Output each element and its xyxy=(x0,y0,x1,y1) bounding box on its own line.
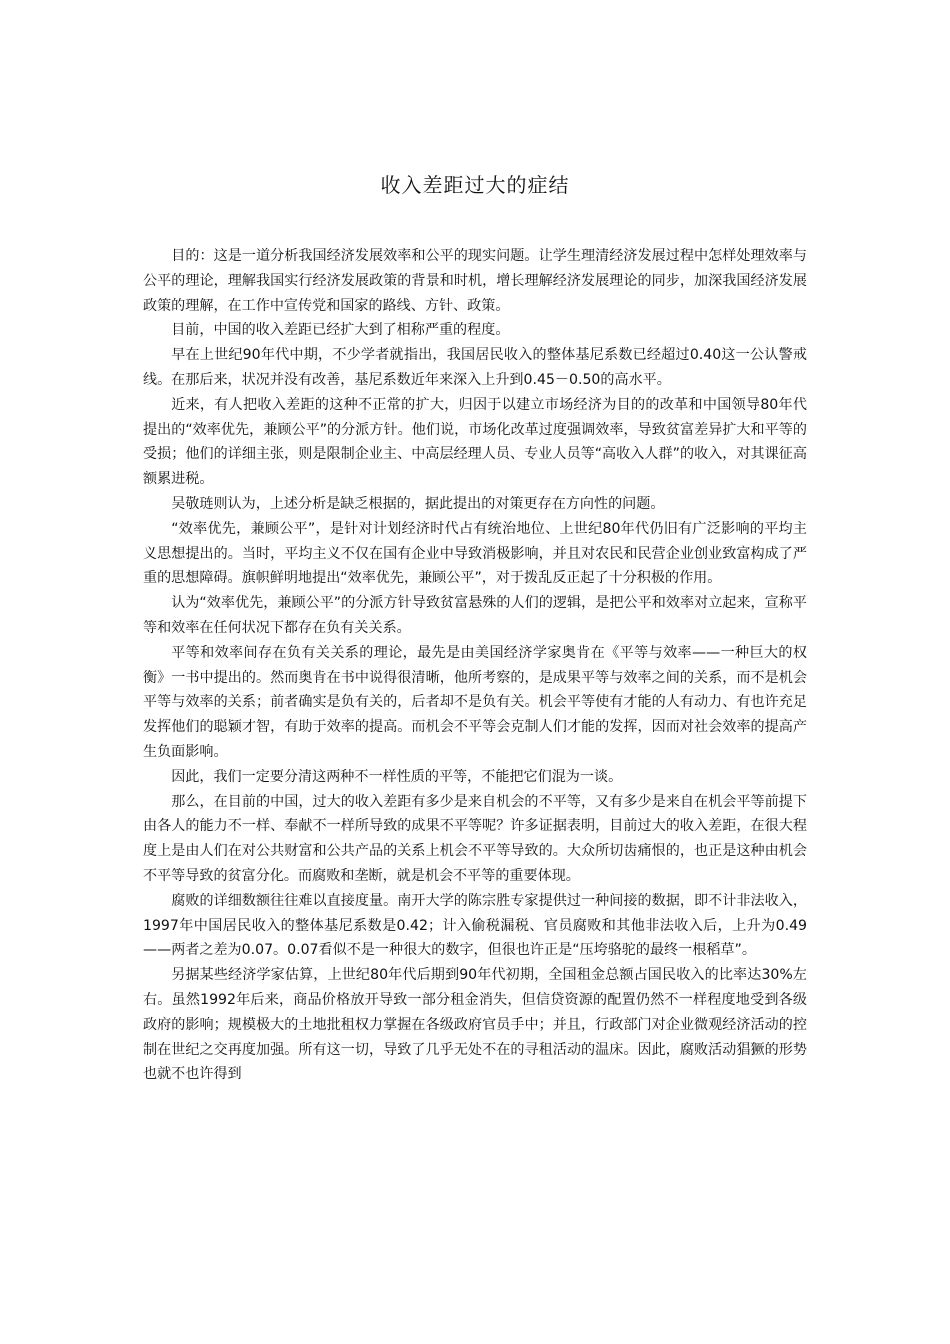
paragraph: 吴敬琏则认为，上述分析是缺乏根据的，据此提出的对策更存在方向性的问题。 xyxy=(171,495,665,512)
paragraph: 平等和效率间存在负有关关系的理论，最先是由美国经济学家奥肯在《平等与效率——一种巨大的权衡》一书中提出的。然而奥肯在书中说得很清晰，他所考察的，是成果平等与效率之间的关系，而不是机会平等与效率的关系；前者确实是负有关的，后者却不是负有关。机会平等使有才能的人有动力、有也许充足发挥他们的聪颖才智，有助于效率的提高。而机会不平等会克制人们才能的发挥，因而对社会效率的提高产生负面影响。 xyxy=(143,644,807,760)
document-body xyxy=(143,244,807,1087)
paragraph: 因此，我们一定要分清这两种不一样性质的平等，不能把它们混为一谈。 xyxy=(171,768,623,785)
paragraph-purpose: 目的：这是一道分析我国经济发展效率和公平的现实问题。让学生理清经济发展过程中怎样处理效率与公平的理论，理解我国实行经济发展政策的背景和时机，增长理解经济发展理论的同步，加深我国经济发展政策的理解，在工作中宣传党和国家的路线、方针、政策。 xyxy=(143,248,807,314)
paragraph: 腐败的详细数额往往难以直接度量。南开大学的陈宗胜专家提供过一种间接的数据，即不计非法收入，1997年中国居民收入的整体基尼系数是0.42；计入偷税漏税、官员腐败和其他非法收入后，上升为0.49——两者之差为0.07。0.07看似不是一种很大的数字，但很也许正是“压垮骆驼的最终一根稻草”。 xyxy=(143,892,807,959)
paragraph: 另据某些经济学家估算，上世纪80年代后期到90年代初期，全国租金总额占国民收入的比率达30%左右。虽然1992年后来，商品价格放开导致一部分租金消失，但信贷资源的配置仍然不一样程度地受到各级政府的影响；规模极大的土地批租权力掌握在各级政府官员手中；并且，行政部门对企业微观经济活动的控制在世纪之交再度加强。所有这一切，导致了几乎无处不在的寻租活动的温床。因此，腐败活动猖獗的形势也就不也许得到 xyxy=(143,967,807,1083)
paragraph: 早在上世纪90年代中期，不少学者就指出，我国居民收入的整体基尼系数已经超过0.40这一公认警戒线。在那后来，状况并没有改善，基尼系数近年来深入上升到0.45－0.50的高水平。 xyxy=(143,347,807,388)
paragraph: “效率优先，兼顾公平”，是针对计划经济时代占有统治地位、上世纪80年代仍旧有广泛影响的平均主义思想提出的。当时，平均主义不仅在国有企业中导致消极影响，并且对农民和民营企业创业致富构成了严重的思想障碍。旗帜鲜明地提出“效率优先，兼顾公平”，对于拨乱反正起了十分积极的作用。 xyxy=(143,520,807,587)
paragraph: 认为“效率优先，兼顾公平”的分派方针导致贫富悬殊的人们的逻辑，是把公平和效率对立起来，宣称平等和效率在任何状况下都存在负有关关系。 xyxy=(143,595,807,636)
paragraph: 目前，中国的收入差距已经扩大到了相称严重的程度。 xyxy=(171,322,510,339)
paragraph: 那么，在目前的中国，过大的收入差距有多少是来自机会的不平等，又有多少是来自在机会平等前提下由各人的能力不一样、奉献不一样所导致的成果不平等呢？许多证据表明，目前过大的收入差距，在很大程度上是由人们在对公共财富和公共产品的关系上机会不平等导致的。大众所切齿痛恨的，也正是这种由机会不平等导致的贫富分化。而腐败和垄断，就是机会不平等的重要体现。 xyxy=(143,793,807,884)
document-title: 收入差距过大的症结 xyxy=(380,173,570,197)
paragraph: 近来，有人把收入差距的这种不正常的扩大，归因于以建立市场经济为目的的改革和中国领导80年代提出的“效率优先，兼顾公平”的分派方针。他们说，市场化改革过度强调效率，导致贫富差异扩大和平等的受损；他们的详细主张，则是限制企业主、中高层经理人员、专业人员等“高收入人群”的收入，对其课征高额累进税。 xyxy=(143,396,807,488)
